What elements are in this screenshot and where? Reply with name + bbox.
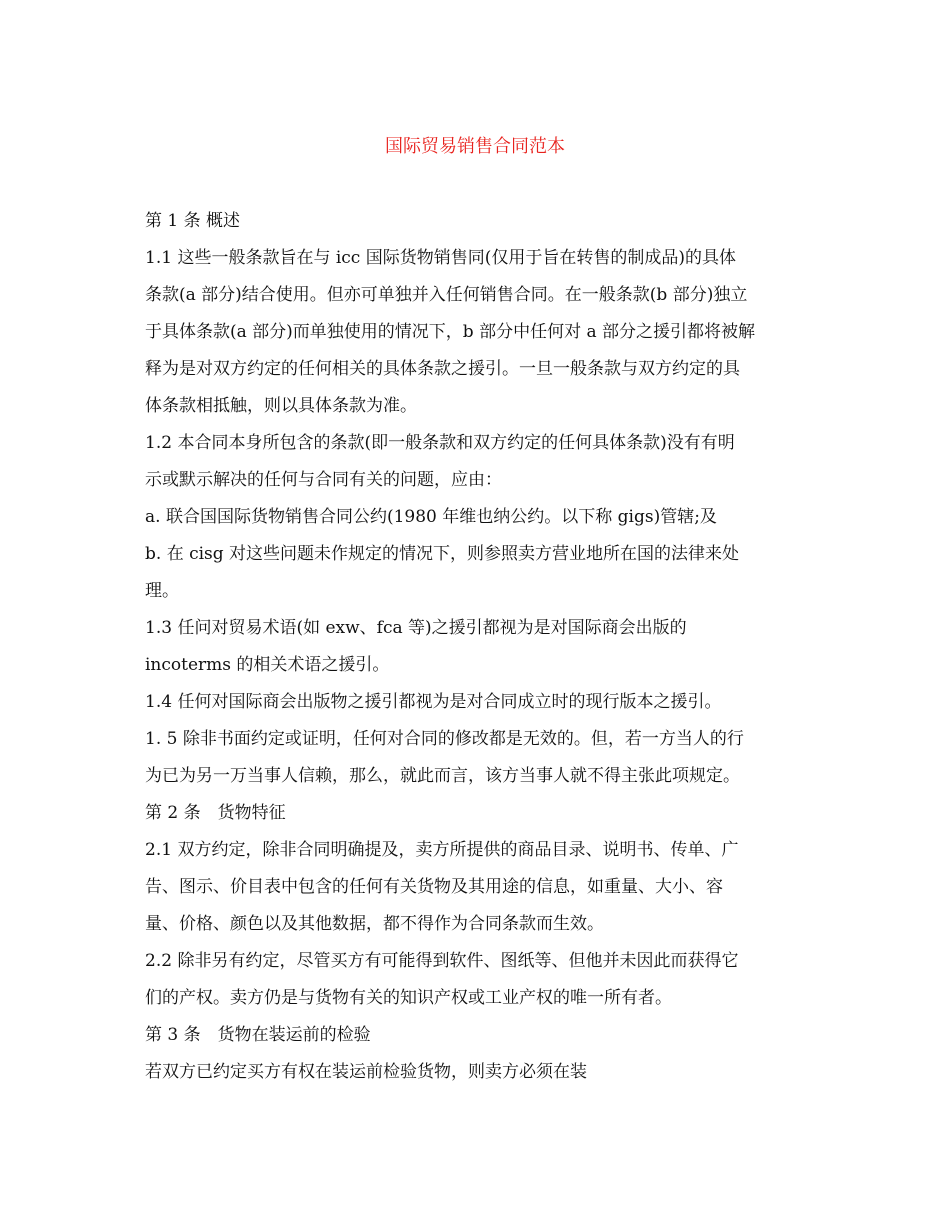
text-line: 理。 <box>145 581 179 601</box>
text-line: incoterms 的相关术语之援引。 <box>145 655 390 675</box>
text-line: 2.2 除非另有约定，尽管买方有可能得到软件、图纸等、但他并未因此而获得它 <box>145 951 739 971</box>
text-line: a. 联合国国际货物销售合同公约(1980 年维也纳公约。以下称 gigs)管辖;及 <box>145 507 717 527</box>
text-line: 若双方已约定买方有权在装运前检验货物，则卖方必须在装 <box>145 1062 587 1082</box>
text-line: 量、价格、颜色以及其他数据，都不得作为合同条款而生效。 <box>145 914 604 934</box>
text-line: 为已为另一万当事人信赖，那么，就此而言，该方当事人就不得主张此项规定。 <box>145 766 740 786</box>
text-line: 1. 5 除非书面约定或证明，任何对合同的修改都是无效的。但，若一方当人的行 <box>145 729 744 749</box>
text-line: 们的产权。卖方仍是与货物有关的知识产权或工业产权的唯一所有者。 <box>145 988 672 1008</box>
text-line: 释为是对双方约定的任何相关的具体条款之援引。一旦一般条款与双方约定的具 <box>145 359 740 379</box>
text-line: 示或默示解决的任何与合同有关的问题，应由： <box>145 470 502 490</box>
text-line: 条款(a 部分)结合使用。但亦可单独并入任何销售合同。在一般条款(b 部分)独立 <box>145 285 748 305</box>
text-line: 1.4 任何对国际商会出版物之援引都视为是对合同成立时的现行版本之援引。 <box>145 692 722 712</box>
text-line: 1.1 这些一般条款旨在与 icc 国际货物销售同(仅用于旨在转售的制成品)的具体 <box>145 248 736 268</box>
document-title: 国际贸易销售合同范本 <box>385 136 565 157</box>
text-line: b. 在 cisg 对这些问题未作规定的情况下，则参照卖方营业地所在国的法律来处 <box>145 544 740 564</box>
text-line: 2.1 双方约定，除非合同明确提及，卖方所提供的商品目录、说明书、传单、广 <box>145 840 739 860</box>
text-line: 第 3 条 货物在装运前的检验 <box>145 1025 371 1045</box>
text-line: 第 2 条 货物特征 <box>145 803 286 823</box>
text-line: 1.2 本合同本身所包含的条款(即一般条款和双方约定的任何具体条款)没有有明 <box>145 433 735 453</box>
text-line: 体条款相抵触，则以具体条款为准。 <box>145 396 417 416</box>
document-body <box>145 206 810 1094</box>
text-line: 1.3 任问对贸易术语(如 exw、fca 等)之援引都视为是对国际商会出版的 <box>145 618 687 638</box>
text-line: 告、图示、价目表中包含的任何有关货物及其用途的信息，如重量、大小、容 <box>145 877 723 897</box>
text-line: 第 1 条 概述 <box>145 211 241 231</box>
text-line: 于具体条款(a 部分)而单独使用的情况下，b 部分中任何对 a 部分之援引都将被解 <box>145 322 756 342</box>
